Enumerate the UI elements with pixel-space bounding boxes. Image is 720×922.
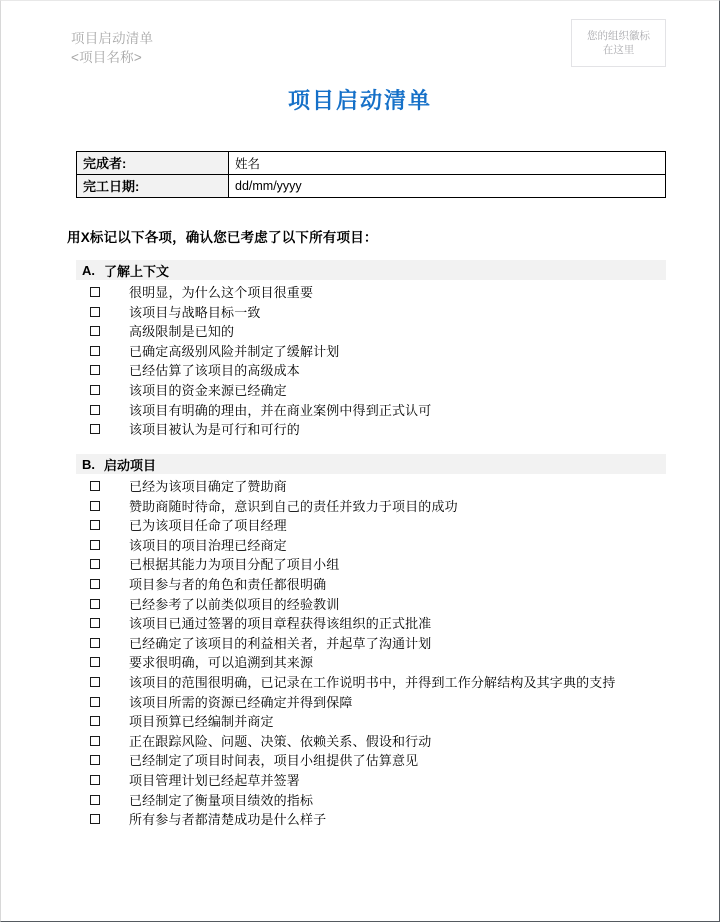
list-item[interactable] [76, 595, 666, 615]
checkbox-icon[interactable] [90, 501, 100, 511]
list-item[interactable] [76, 381, 666, 401]
checkbox-icon[interactable] [90, 599, 100, 609]
checkbox-icon[interactable] [90, 405, 100, 415]
completion-info-table [76, 151, 666, 198]
checklist-item-label: 项目预算已经编制并商定 [129, 714, 274, 730]
completion-date-value[interactable]: dd/mm/yyyy [229, 175, 666, 198]
section-a-letter: A. [82, 262, 95, 278]
list-item[interactable] [76, 361, 666, 381]
checklist-item-label: 所有参与者都清楚成功是什么样子 [129, 812, 327, 828]
logo-placeholder-line1: 您的组织徽标 [587, 30, 650, 42]
checklist-item-label: 赞助商随时待命，意识到自己的责任并致力于项目的成功 [129, 498, 458, 514]
checkbox-icon[interactable] [90, 481, 100, 491]
header-doc-label [71, 29, 153, 67]
checklist-item-label: 项目管理计划已经起草并签署 [129, 772, 300, 788]
checkbox-icon[interactable] [90, 579, 100, 589]
checkbox-icon[interactable] [90, 346, 100, 356]
checklist-item-label: 已根据其能力为项目分配了项目小组 [129, 557, 340, 573]
checklist-item-label: 该项目有明确的理由，并在商业案例中得到正式认可 [129, 402, 432, 418]
list-item[interactable] [76, 673, 666, 693]
checklist-item-label: 已经为该项目确定了赞助商 [129, 479, 287, 494]
list-item[interactable] [76, 712, 666, 732]
table-row [77, 152, 666, 175]
list-item[interactable] [76, 322, 666, 342]
checkbox-icon[interactable] [90, 326, 100, 336]
list-item[interactable] [76, 555, 666, 575]
info-table-body [77, 152, 666, 198]
checklist-item-label: 已经估算了该项目的高级成本 [129, 363, 300, 379]
list-item[interactable] [76, 771, 666, 791]
list-item[interactable] [76, 477, 666, 497]
completed-by-label: 完成者: [77, 152, 229, 175]
checkbox-icon[interactable] [90, 677, 100, 687]
checkbox-icon[interactable] [90, 307, 100, 317]
list-item[interactable] [76, 420, 666, 440]
checklist-item-label: 已经参考了以前类似项目的经验教训 [129, 596, 340, 612]
checklist-item-label: 该项目所需的资源已经确定并得到保障 [129, 694, 353, 710]
table-row [77, 175, 666, 198]
list-item[interactable] [76, 342, 666, 362]
section-a-header [76, 260, 666, 280]
checklist-item-label: 正在跟踪风险、问题、决策、依赖关系、假设和行动 [129, 733, 432, 749]
checkbox-icon[interactable] [90, 795, 100, 805]
list-item[interactable] [76, 303, 666, 323]
checkbox-icon[interactable] [90, 638, 100, 648]
page-title: 项目启动清单 [287, 88, 432, 113]
checkbox-icon[interactable] [90, 540, 100, 550]
list-item[interactable] [76, 751, 666, 771]
checklist-item-label: 该项目的资金来源已经确定 [129, 382, 287, 398]
section-a-title: 了解上下文 [104, 263, 170, 279]
checklist-item-label: 项目参与者的角色和责任都很明确 [129, 576, 327, 592]
list-item[interactable] [76, 614, 666, 634]
checkbox-icon[interactable] [90, 365, 100, 375]
list-item[interactable] [76, 575, 666, 595]
checklist-item-label: 已经制定了项目时间表，项目小组提供了估算意见 [129, 753, 419, 769]
list-item[interactable] [76, 497, 666, 517]
section-initiate-project [76, 454, 666, 830]
list-item[interactable] [76, 283, 666, 303]
checklist-item-label: 已确定高级别风险并制定了缓解计划 [129, 343, 340, 359]
checklist-item-label: 该项目的项目治理已经商定 [129, 537, 287, 553]
checklist-item-label: 高级限制是已知的 [129, 324, 235, 340]
section-b-letter: B. [82, 456, 95, 472]
checkbox-icon[interactable] [90, 697, 100, 707]
checkbox-icon[interactable] [90, 755, 100, 765]
checklist-item-label: 要求很明确，可以追溯到其来源 [129, 655, 314, 671]
list-item[interactable] [76, 634, 666, 654]
list-item[interactable] [76, 732, 666, 752]
checkbox-icon[interactable] [90, 736, 100, 746]
completed-by-value[interactable]: 姓名 [229, 152, 666, 175]
checkbox-icon[interactable] [90, 618, 100, 628]
checkbox-icon[interactable] [90, 814, 100, 824]
organization-logo-placeholder [571, 19, 666, 67]
checklist-item-label: 已经制定了衡量项目绩效的指标 [129, 792, 314, 808]
checkbox-icon[interactable] [90, 287, 100, 297]
checklist-item-label: 已经确定了该项目的利益相关者，并起草了沟通计划 [129, 635, 432, 651]
instruction-text: 用X标记以下各项，确认您已考虑了以下所有项目： [67, 230, 378, 245]
checklist-item-label: 该项目的范围很明确，已记录在工作说明书中，并得到工作分解结构及其字典的支持 [129, 674, 616, 690]
checkbox-icon[interactable] [90, 559, 100, 569]
list-item[interactable] [76, 536, 666, 556]
checkbox-icon[interactable] [90, 424, 100, 434]
list-item[interactable] [76, 791, 666, 811]
checkbox-icon[interactable] [90, 716, 100, 726]
checklist-section-a [76, 283, 666, 440]
header-project-name-placeholder: <项目名称> [71, 50, 142, 65]
list-item[interactable] [76, 810, 666, 830]
checkbox-icon[interactable] [90, 657, 100, 667]
completion-date-label: 完工日期: [77, 175, 229, 198]
checklist-section-b [76, 477, 666, 830]
list-item[interactable] [76, 516, 666, 536]
list-item[interactable] [76, 693, 666, 713]
header-doc-title: 项目启动清单 [71, 31, 154, 46]
section-b-title: 启动项目 [104, 457, 157, 473]
checklist-item-label: 该项目被认为是可行和可行的 [129, 422, 300, 438]
section-b-header [76, 454, 666, 474]
list-item[interactable] [76, 653, 666, 673]
list-item[interactable] [76, 401, 666, 421]
checkbox-icon[interactable] [90, 385, 100, 395]
checkbox-icon[interactable] [90, 520, 100, 530]
checkbox-icon[interactable] [90, 775, 100, 785]
checklist-item-label: 很明显，为什么这个项目很重要 [129, 285, 314, 300]
checklist-item-label: 该项目与战略目标一致 [129, 304, 261, 320]
checklist-item-label: 已为该项目任命了项目经理 [129, 518, 287, 534]
logo-placeholder-line2: 在这里 [602, 44, 635, 56]
checklist-item-label: 该项目已通过签署的项目章程获得该组织的正式批准 [129, 616, 432, 632]
section-understand-context [76, 260, 666, 440]
